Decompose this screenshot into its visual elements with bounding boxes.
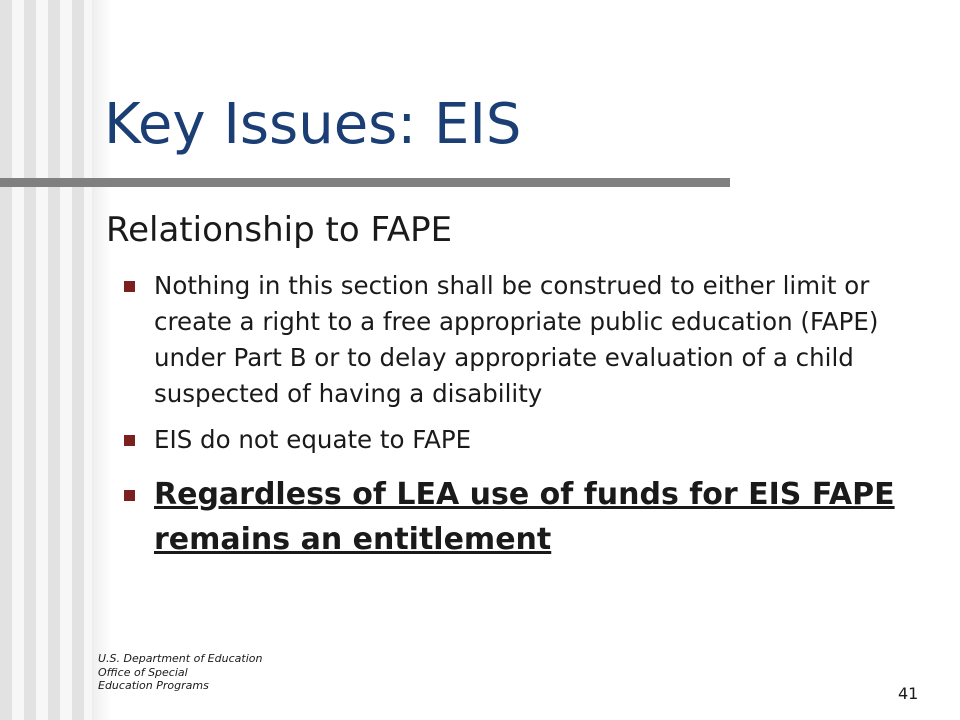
bullet-item: [122, 268, 922, 412]
bullet-text: Regardless of LEA use of funds for EIS FAPE remains an entitlement: [154, 477, 895, 557]
title-divider: [0, 178, 730, 187]
bullet-item-emphasized: [122, 472, 922, 562]
slide-subtitle: Relationship to FAPE: [106, 210, 453, 250]
bullet-item: [122, 422, 922, 458]
square-bullet-icon: [124, 281, 135, 292]
square-bullet-icon: [124, 435, 135, 446]
footer-line: U.S. Department of Education: [98, 652, 263, 665]
slide-title: Key Issues: EIS: [104, 92, 522, 157]
footer-line: Office of Special: [98, 665, 188, 679]
page-number: 41: [898, 684, 919, 703]
footer-line: Education Programs: [98, 679, 209, 692]
bullet-text: Nothing in this section shall be construed to either limit or create a right to a free appropriate public education (FAPE) under Part B or to delay appropriate evaluation of a child suspected of having a disability: [154, 271, 879, 408]
bullet-list: [122, 268, 922, 572]
bullet-text: EIS do not equate to FAPE: [154, 425, 472, 454]
decorative-stripes: [0, 0, 92, 720]
square-bullet-icon: [124, 490, 135, 501]
footer-credit: [98, 652, 262, 693]
